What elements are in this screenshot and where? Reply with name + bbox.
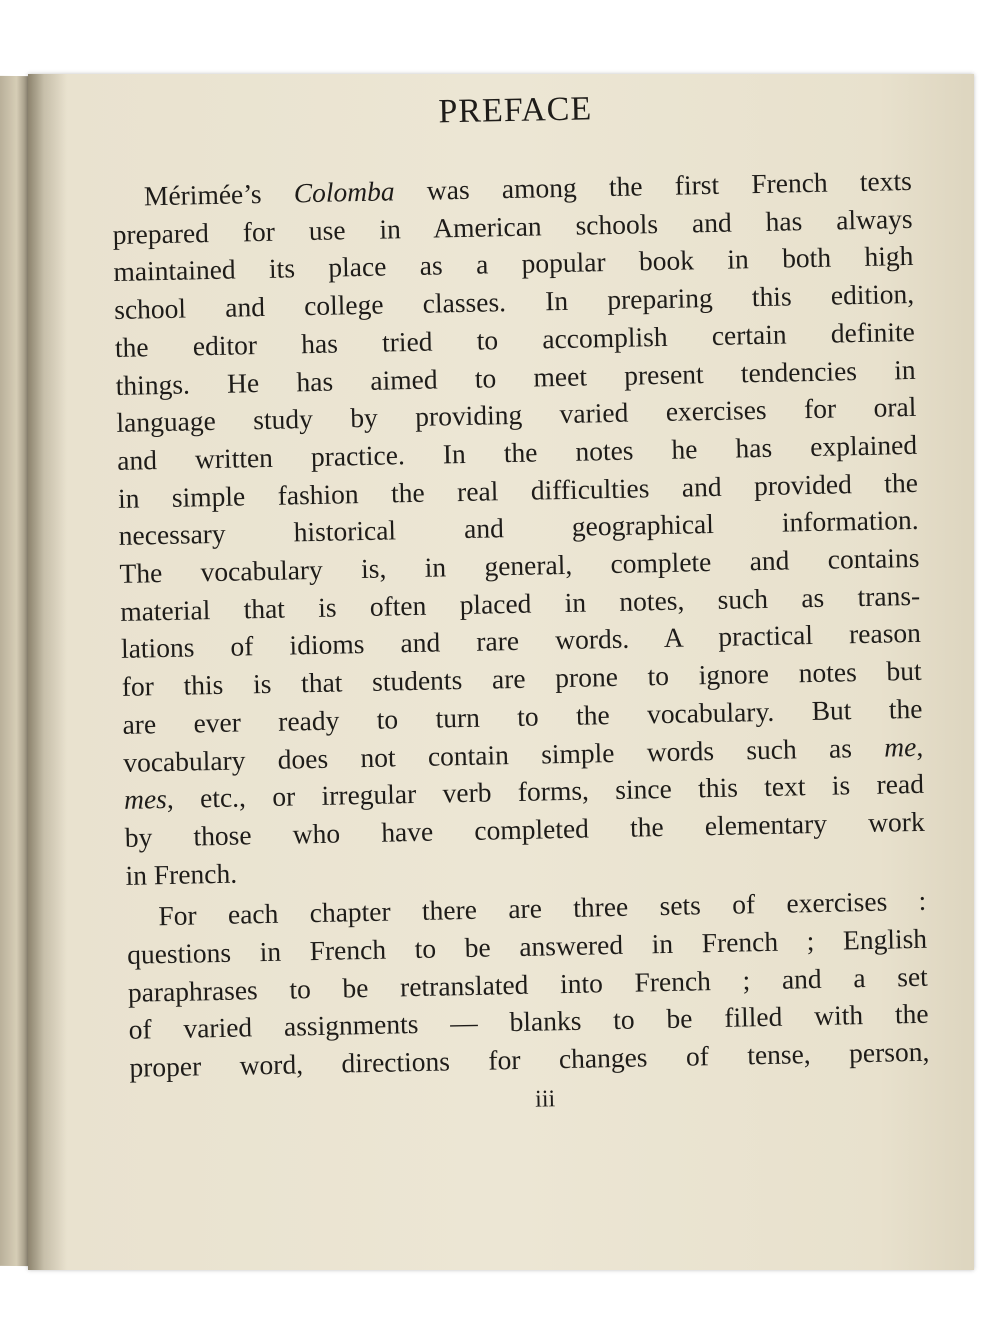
text-line: paraphrases to be retranslated into French ; and a set <box>127 960 929 1008</box>
text-run: , <box>915 730 924 762</box>
gutter-shadow <box>28 74 68 1270</box>
text-line: necessary historical and geographical information. <box>118 504 919 552</box>
text-line: For each chapter there are three sets of exercises : <box>158 885 927 932</box>
italic-word: me <box>883 730 917 763</box>
text-line: for this is that students are prone to ignore notes but <box>121 654 922 703</box>
page-text <box>110 84 930 1122</box>
text-run: vocabulary does not contain simple words such as <box>122 731 885 778</box>
text-run: was among the first French texts <box>394 164 913 207</box>
facing-page-edge <box>0 76 30 1266</box>
page-number: iii <box>534 1086 556 1113</box>
text-line: and written practice. In the notes he has explained <box>116 428 918 476</box>
text-line: maintained its place as a popular book in both high <box>113 240 914 288</box>
text-line: the editor has tried to accomplish certain definite <box>114 315 916 363</box>
text-line: questions in French to be answered in French ; English <box>126 922 928 970</box>
text-line: proper word, directions for changes of tense, person, <box>129 1035 930 1083</box>
text-line: language study by providing varied exercises for oral <box>116 391 917 439</box>
text-line: school and college classes. In preparing this edition, <box>113 278 915 326</box>
paragraph-2 <box>126 882 930 1087</box>
italic-word: mes <box>123 783 168 816</box>
text-line: material that is often placed in notes, such as trans- <box>119 579 921 627</box>
text-line: things. He has aimed to meet present tendencies in <box>115 353 916 401</box>
paragraph-1 <box>112 162 926 894</box>
text-line: of varied assignments — blanks to be filled with the <box>128 998 929 1046</box>
text-line: in French. <box>125 857 238 891</box>
text-line: in simple fashion the real difficulties and provided the <box>117 466 919 514</box>
text-line: by those who have completed the elementary work <box>124 805 925 853</box>
text-run: , etc., or irregular verb forms, since this text is read <box>166 768 925 815</box>
text-line: prepared for use in American schools and has always <box>112 202 913 250</box>
text-line: are ever ready to turn to the vocabulary. But the <box>122 692 923 740</box>
book-title-italic: Colomba <box>293 175 395 209</box>
text-run: Mérimée’s <box>143 177 295 212</box>
page-title: PREFACE <box>438 90 593 131</box>
text-line: lations of idioms and rare words. A practical reason <box>120 617 922 665</box>
text-line: The vocabulary is, in general, complete and contains <box>119 541 920 589</box>
